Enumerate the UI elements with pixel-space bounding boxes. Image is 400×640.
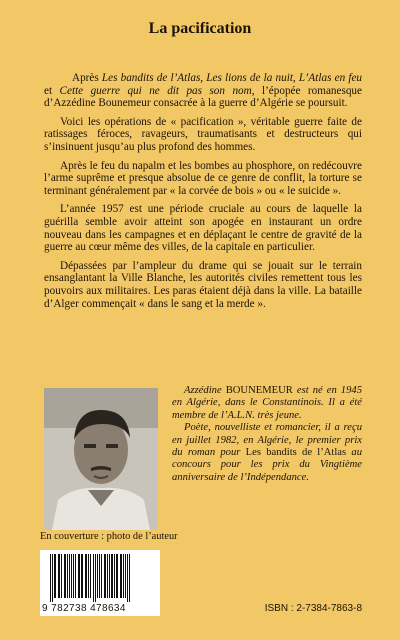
- barcode-bar: [75, 554, 76, 598]
- barcode-bar: [61, 554, 62, 598]
- barcode-bar: [73, 554, 74, 598]
- barcode-bar: [116, 554, 118, 598]
- text-run: Poète, nouvelliste et romancier, il a reçu en juillet 1982, en Algérie, le premier prix du roman pour: [172, 422, 362, 459]
- text-run: , l’épopée romanesque d’Azzédine Bounemeur consacrée à la guerre d’Algérie se poursuit.: [44, 84, 362, 110]
- barcode-bar: [52, 554, 53, 602]
- synopsis-paragraph-4: L’année 1957 est une période cruciale au cours de laquelle la guérilla semble avoir atteint son apogée en instaurant un ordre nouveau dans les campagnes et en déplaçant le centre de gravité de la guerre au cœur même des villes, de la capitale en particulier.: [44, 203, 362, 254]
- barcode-bar: [71, 554, 72, 598]
- barcode-bar: [95, 554, 96, 602]
- synopsis-paragraph-2: Voici les opérations de « pacification », véritable guerre faite de ratissages féroces, ravageurs, traumatisants et destructeurs qui s’insinuent jusqu’au plus profond des hommes.: [44, 115, 362, 153]
- barcode-bar: [101, 554, 102, 598]
- book-title: Les bandits de l’Atlas: [245, 447, 347, 459]
- photo-caption: En couverture : photo de l’auteur: [40, 531, 178, 542]
- text-run: est né en 1945 en Algérie, dans le Constantinois. Il a été membre de l’A.L.N. très jeune.: [172, 385, 362, 421]
- barcode-bar: [109, 554, 110, 598]
- barcode-bar: [125, 554, 126, 598]
- book-title: Cette guerre qui ne dit pas son nom: [59, 84, 252, 97]
- barcode-bar: [67, 554, 68, 598]
- synopsis: [44, 72, 362, 316]
- barcode-bar: [123, 554, 124, 598]
- synopsis-paragraph-5: Dépassées par l’ampleur du drame qui se jouait sur le terrain ensanglantant la Ville Blanche, les autorités civiles remettent tous les pouvoirs aux militaires. Les paras étaient déjà dans la ville. La bataille d’Alger commençait « dans le sang et la merde ».: [44, 259, 362, 310]
- barcode-bar: [97, 554, 98, 598]
- author-photo: [44, 388, 158, 530]
- barcode-bar: [120, 554, 122, 598]
- barcode: [40, 550, 160, 616]
- barcode-bar: [88, 554, 89, 598]
- author-portrait-icon: [44, 388, 158, 530]
- barcode-bar: [50, 554, 51, 602]
- barcode-bar: [69, 554, 70, 598]
- barcode-bar: [90, 554, 91, 598]
- barcode-bar: [111, 554, 113, 598]
- barcode-bar: [78, 554, 80, 598]
- author-name: BOUNEMEUR: [225, 385, 293, 396]
- author-bio-paragraph-2: [172, 422, 362, 484]
- barcode-bar: [54, 554, 56, 598]
- barcode-bar: [129, 554, 130, 602]
- text-run: Après: [72, 72, 102, 84]
- barcode-bar: [104, 554, 106, 598]
- back-cover-title: La pacification: [148, 20, 252, 37]
- isbn: ISBN : 2-7384-7863-8: [264, 603, 362, 614]
- barcode-bar: [81, 554, 83, 598]
- barcode-bar: [64, 554, 66, 598]
- barcode-bar: [127, 554, 128, 602]
- barcode-bar: [114, 554, 115, 598]
- synopsis-paragraph-3: Après le feu du napalm et les bombes au phosphore, on redécouvre l’arme suprême et presque absolue de ce genre de conflit, la torture se terminant généralement par « la corvée de bois » ou « le suicide ».: [44, 159, 362, 197]
- barcode-bar: [85, 554, 87, 598]
- barcode-bar: [107, 554, 108, 598]
- synopsis-paragraph-1: [44, 72, 362, 110]
- text-run: Azzédine: [184, 385, 226, 396]
- barcode-icon: [40, 550, 160, 604]
- text-run: et: [44, 84, 60, 97]
- book-titles: Les bandits de l’Atlas, Les lions de la nuit, L’Atlas en feu: [101, 72, 363, 84]
- author-bio: [172, 385, 362, 484]
- text-run: au concours pour les prix du Vingtième anniversaire de l’Indépendance.: [172, 447, 362, 483]
- barcode-bar: [58, 554, 60, 598]
- barcode-number: 9 782738 478634: [42, 603, 126, 614]
- author-bio-paragraph-1: [172, 385, 362, 422]
- barcode-bar: [93, 554, 94, 602]
- barcode-bar: [99, 554, 100, 598]
